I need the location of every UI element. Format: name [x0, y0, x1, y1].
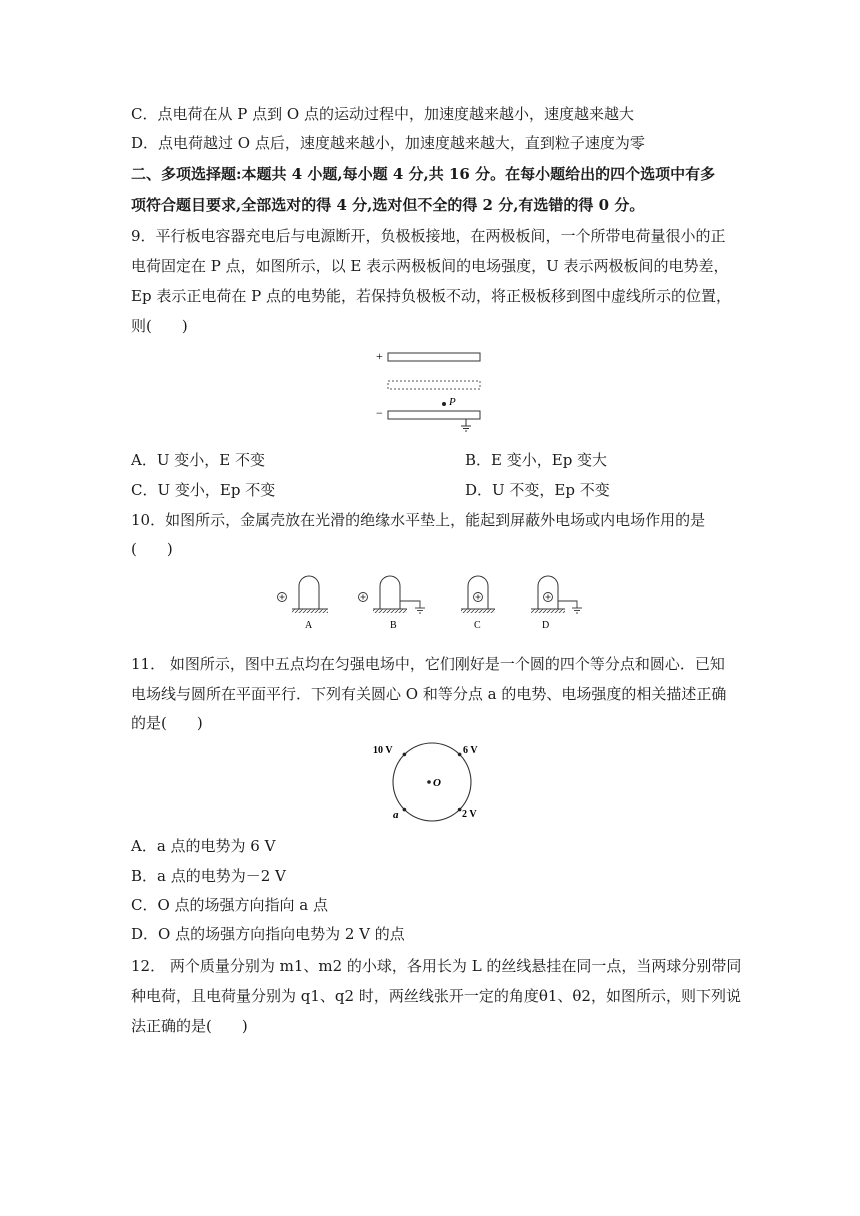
q10-stem-line1: 10．如图所示，金属壳放在光滑的绝缘水平垫上，能起到屏蔽外电场或内电场作用的是 — [131, 511, 706, 529]
section2-heading-line1: 二、多项选择题:本题共 4 小题,每小题 4 分,共 16 分。在每小题给出的四个选项中有多 — [131, 165, 716, 183]
dashed-plate-position — [388, 381, 480, 389]
label-c: C — [474, 620, 481, 631]
q11-stem-line1: 11． 如图所示，图中五点均在匀强电场中，它们刚好是一个圆的四个等分点和圆心．已知 — [131, 655, 725, 673]
negative-plate — [388, 411, 480, 419]
positive-plate — [388, 353, 480, 361]
negative-plate-sign: − — [376, 406, 383, 420]
q11-option-d: D．O 点的场强方向指向电势为 2 V 的点 — [131, 925, 405, 943]
point-p-dot — [442, 402, 446, 406]
label-10v: 10 V — [373, 745, 393, 756]
circle-field-figure — [368, 740, 498, 830]
section2-heading-line2: 项符合题目要求,全部选对的得 4 分,选对但不全的得 2 分,有选错的得 0 分。 — [131, 196, 645, 214]
q9-stem-line3: Ep 表示正电荷在 P 点的电势能，若保持负极板不动，将正极板移到图中虚线所示的位置， — [131, 287, 731, 305]
q9-stem-line1: 9．平行板电容器充电后与电源断开，负极板接地，在两极板间，一个所带电荷量很小的正 — [131, 227, 726, 245]
metal-shell-figures — [270, 570, 590, 636]
center-o-dot — [427, 780, 431, 784]
capacitor-figure — [370, 345, 490, 435]
q11-option-a: A．a 点的电势为 6 V — [131, 837, 276, 855]
label-d: D — [542, 620, 550, 631]
point-p-label: P — [449, 396, 456, 408]
q11-option-c: C．O 点的场强方向指向 a 点 — [131, 896, 329, 914]
shell-figure-a — [278, 576, 329, 631]
ground-symbol — [461, 419, 471, 431]
q12-stem-line3: 法正确的是( ) — [131, 1017, 248, 1035]
label-b: B — [390, 620, 397, 631]
q9-option-b: B．E 变小，Ep 变大 — [465, 451, 608, 469]
point-2v-dot — [458, 808, 462, 812]
label-o: O — [433, 777, 441, 789]
q8-option-d: D．点电荷越过 O 点后，速度越来越小，加速度越来越大，直到粒子速度为零 — [131, 134, 645, 152]
label-a-point: a — [393, 809, 399, 821]
q9-stem-line2: 电荷固定在 P 点，如图所示，以 E 表示两极板间的电场强度，U 表示两极板间的电势差， — [131, 257, 729, 275]
shell-figure-c — [461, 576, 495, 631]
q10-stem-line2: ( ) — [131, 540, 173, 558]
point-6v-dot — [458, 753, 462, 757]
q12-stem-line1: 12． 两个质量分别为 m1、m2 的小球，各用长为 L 的丝线悬挂在同一点，当两球分别带同 — [131, 957, 742, 975]
shell-figure-b — [359, 576, 426, 631]
label-a: A — [305, 620, 313, 631]
q11-stem-line2: 电场线与圆所在平面平行．下列有关圆心 O 和等分点 a 的电势、电场强度的相关描述正确 — [131, 685, 727, 703]
shell-figure-d — [531, 576, 582, 631]
q9-option-d: D．U 不变，Ep 不变 — [465, 481, 610, 499]
label-2v: 2 V — [462, 809, 477, 820]
q9-option-c: C．U 变小，Ep 不变 — [131, 481, 276, 499]
q9-stem-line4: 则( ) — [131, 317, 188, 335]
positive-plate-sign: + — [376, 349, 383, 363]
q9-option-a: A．U 变小，E 不变 — [131, 451, 265, 469]
q11-option-b: B．a 点的电势为－2 V — [131, 867, 286, 885]
q11-stem-line3: 的是( ) — [131, 714, 203, 732]
q12-stem-line2: 种电荷，且电荷量分别为 q1、q2 时，两丝线张开一定的角度θ1、θ2，如图所示，则下列说 — [131, 987, 741, 1005]
q8-option-c: C．点电荷在从 P 点到 O 点的运动过程中，加速度越来越小，速度越来越大 — [131, 105, 634, 123]
point-a-dot — [403, 808, 407, 812]
point-10v-dot — [403, 753, 407, 757]
label-6v: 6 V — [463, 745, 478, 756]
